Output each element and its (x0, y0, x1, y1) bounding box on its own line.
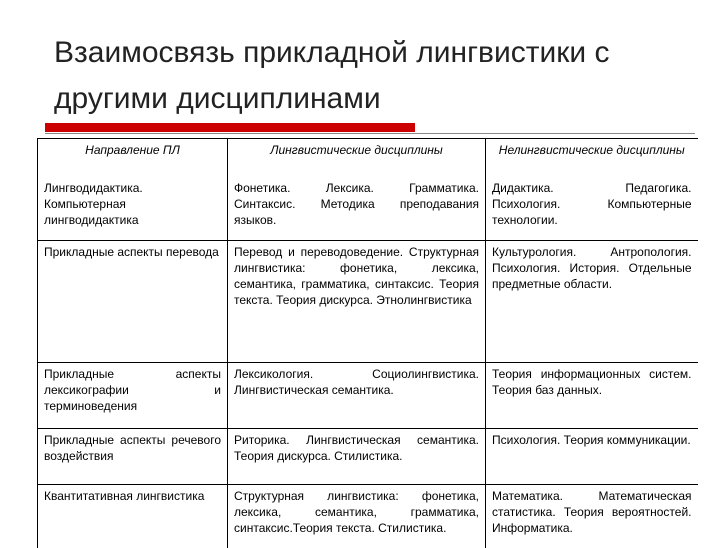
cell-text: Фонетика. Лексика. Грамматика. Синтаксис. Методика преподавания языков. (234, 180, 479, 228)
cell-linguistic (228, 429, 486, 485)
cell-text: Структурная лингвистика: фонетика, лексика, семантика, грамматика, синтаксис.Теория текста. Стилистика. (234, 488, 479, 536)
cell-linguistic (228, 485, 486, 548)
cell-nonlinguistic (486, 177, 698, 241)
cell-text: Математика. Математическая статистика. Теория вероятностей. Информатика. (492, 488, 692, 536)
table-row (38, 485, 698, 548)
cell-direction (38, 363, 228, 429)
table-header-row (38, 139, 698, 178)
table-row (38, 241, 698, 363)
header-linguistic: Лингвистические дисциплины (228, 139, 486, 178)
cell-text: Дидактика. Педагогика. Психология. Компьютерные технологии. (492, 180, 692, 228)
cell-direction (38, 485, 228, 548)
table-row (38, 363, 698, 429)
cell-text: Прикладные аспекты перевода (44, 244, 221, 260)
disciplines-table (37, 138, 698, 548)
title-underline (45, 133, 695, 134)
cell-nonlinguistic (486, 241, 698, 363)
cell-nonlinguistic (486, 429, 698, 485)
slide-title-line-2: другими дисциплинами (54, 76, 694, 122)
cell-direction (38, 241, 228, 363)
cell-text: Лексикология. Социолингвистика. Лингвистическая семантика. (234, 366, 479, 398)
slide-title (54, 30, 694, 122)
title-accent-bar (45, 123, 415, 132)
cell-linguistic (228, 363, 486, 429)
cell-direction (38, 429, 228, 485)
header-direction: Направление ПЛ (38, 139, 228, 178)
cell-direction (38, 177, 228, 241)
cell-nonlinguistic (486, 485, 698, 548)
cell-text: Лингводидактика. Компьютерная лингводидактика (44, 180, 221, 228)
cell-text: Прикладные аспекты речевого воздействия (44, 432, 221, 464)
cell-text: Психология. Теория коммуникации. (492, 432, 692, 448)
cell-linguistic (228, 241, 486, 363)
table-row (38, 429, 698, 485)
cell-nonlinguistic (486, 363, 698, 429)
header-nonlinguistic: Нелингвистические дисциплины (486, 139, 698, 178)
cell-text: Прикладные аспекты лексикографии и терминоведения (44, 366, 221, 414)
cell-text: Риторика. Лингвистическая семантика. Теория дискурса. Стилистика. (234, 432, 479, 464)
cell-text: Квантитативная лингвистика (44, 488, 221, 504)
cell-text: Культурология. Антропология. Психология. История. Отдельные предметные области. (492, 244, 692, 292)
slide-title-line-1: Взаимосвязь прикладной лингвистики с (54, 30, 694, 76)
cell-text: Теория информационных систем. Теория баз данных. (492, 366, 692, 398)
table-row (38, 177, 698, 241)
cell-text: Перевод и переводоведение. Структурная лингвистика: фонетика, лексика, семантика, грамматика, синтаксис. Теория текста. Теория дискурса. Этнолингвистика (234, 244, 479, 308)
cell-linguistic (228, 177, 486, 241)
